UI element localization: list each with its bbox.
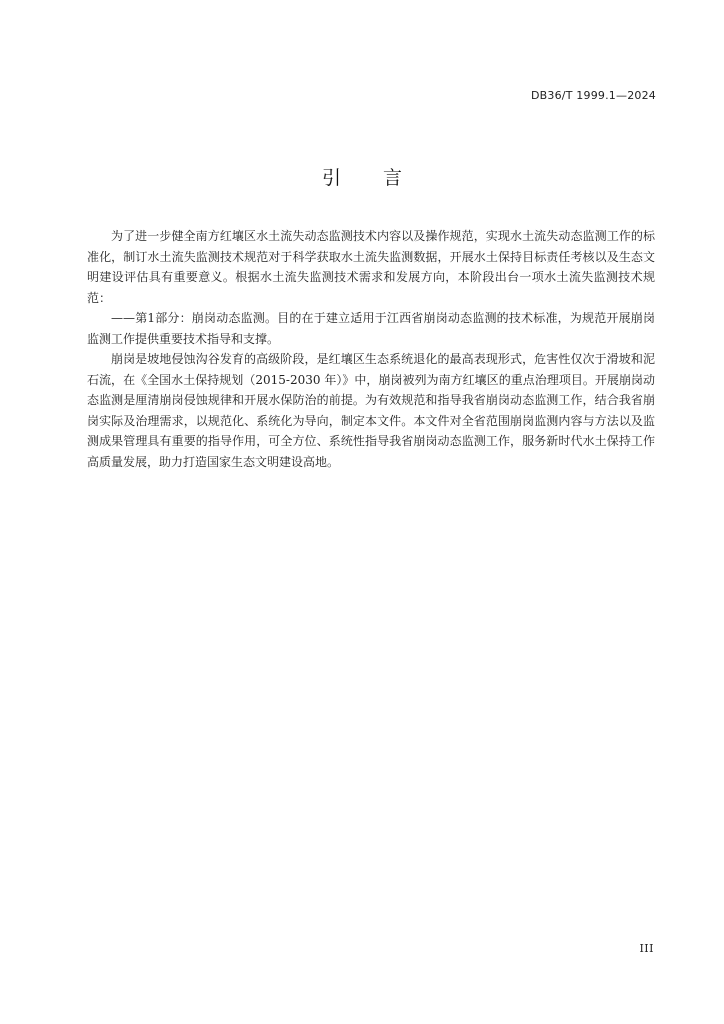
paragraph-purpose: 为了进一步健全南方红壤区水土流失动态监测技术内容以及操作规范，实现水土流失动态监测工作的标准化，制订水土流失监测技术规范对于科学获取水土流失监测数据，开展水土保持目标责任考核以及生态文明建设评估具有重要意义。根据水土流失监测技术需求和发展方向，本阶段出台一项水土流失监测技术规范：	[87, 229, 655, 305]
title-char-2: 言	[383, 167, 403, 189]
paragraph-background: 崩岗是坡地侵蚀沟谷发育的高级阶段，是红壤区生态系统退化的最高表现形式，危害性仅次于滑坡和泥石流，在《全国水土保持规划（2015-2030 年）》中，崩岗被列为南方红壤区的重点治理项目。开展崩岗动态监测是厘清崩岗侵蚀规律和开展水保防治的前提。为有效规范和指导我省崩岗动态监测工作，结合我省崩岗实际及治理需求，以规范化、系统化为导向，制定本文件。本文件对全省范围崩岗监测内容与方法以及监测成果管理具有重要的指导作用，可全方位、系统性指导我省崩岗动态监测工作，服务新时代水土保持工作高质量发展，助力打造国家生态文明建设高地。	[87, 352, 655, 469]
page-number: III	[639, 942, 654, 955]
introduction-body	[87, 226, 655, 472]
document-code: DB36/T 1999.1—2024	[530, 89, 656, 102]
paragraph-part-1: ——第1部分：崩岗动态监测。目的在于建立适用于江西省崩岗动态监测的技术标准，为规范开展崩岗监测工作提供重要技术指导和支撑。	[87, 311, 655, 346]
title-char-1: 引	[321, 167, 341, 189]
section-title	[0, 163, 724, 190]
